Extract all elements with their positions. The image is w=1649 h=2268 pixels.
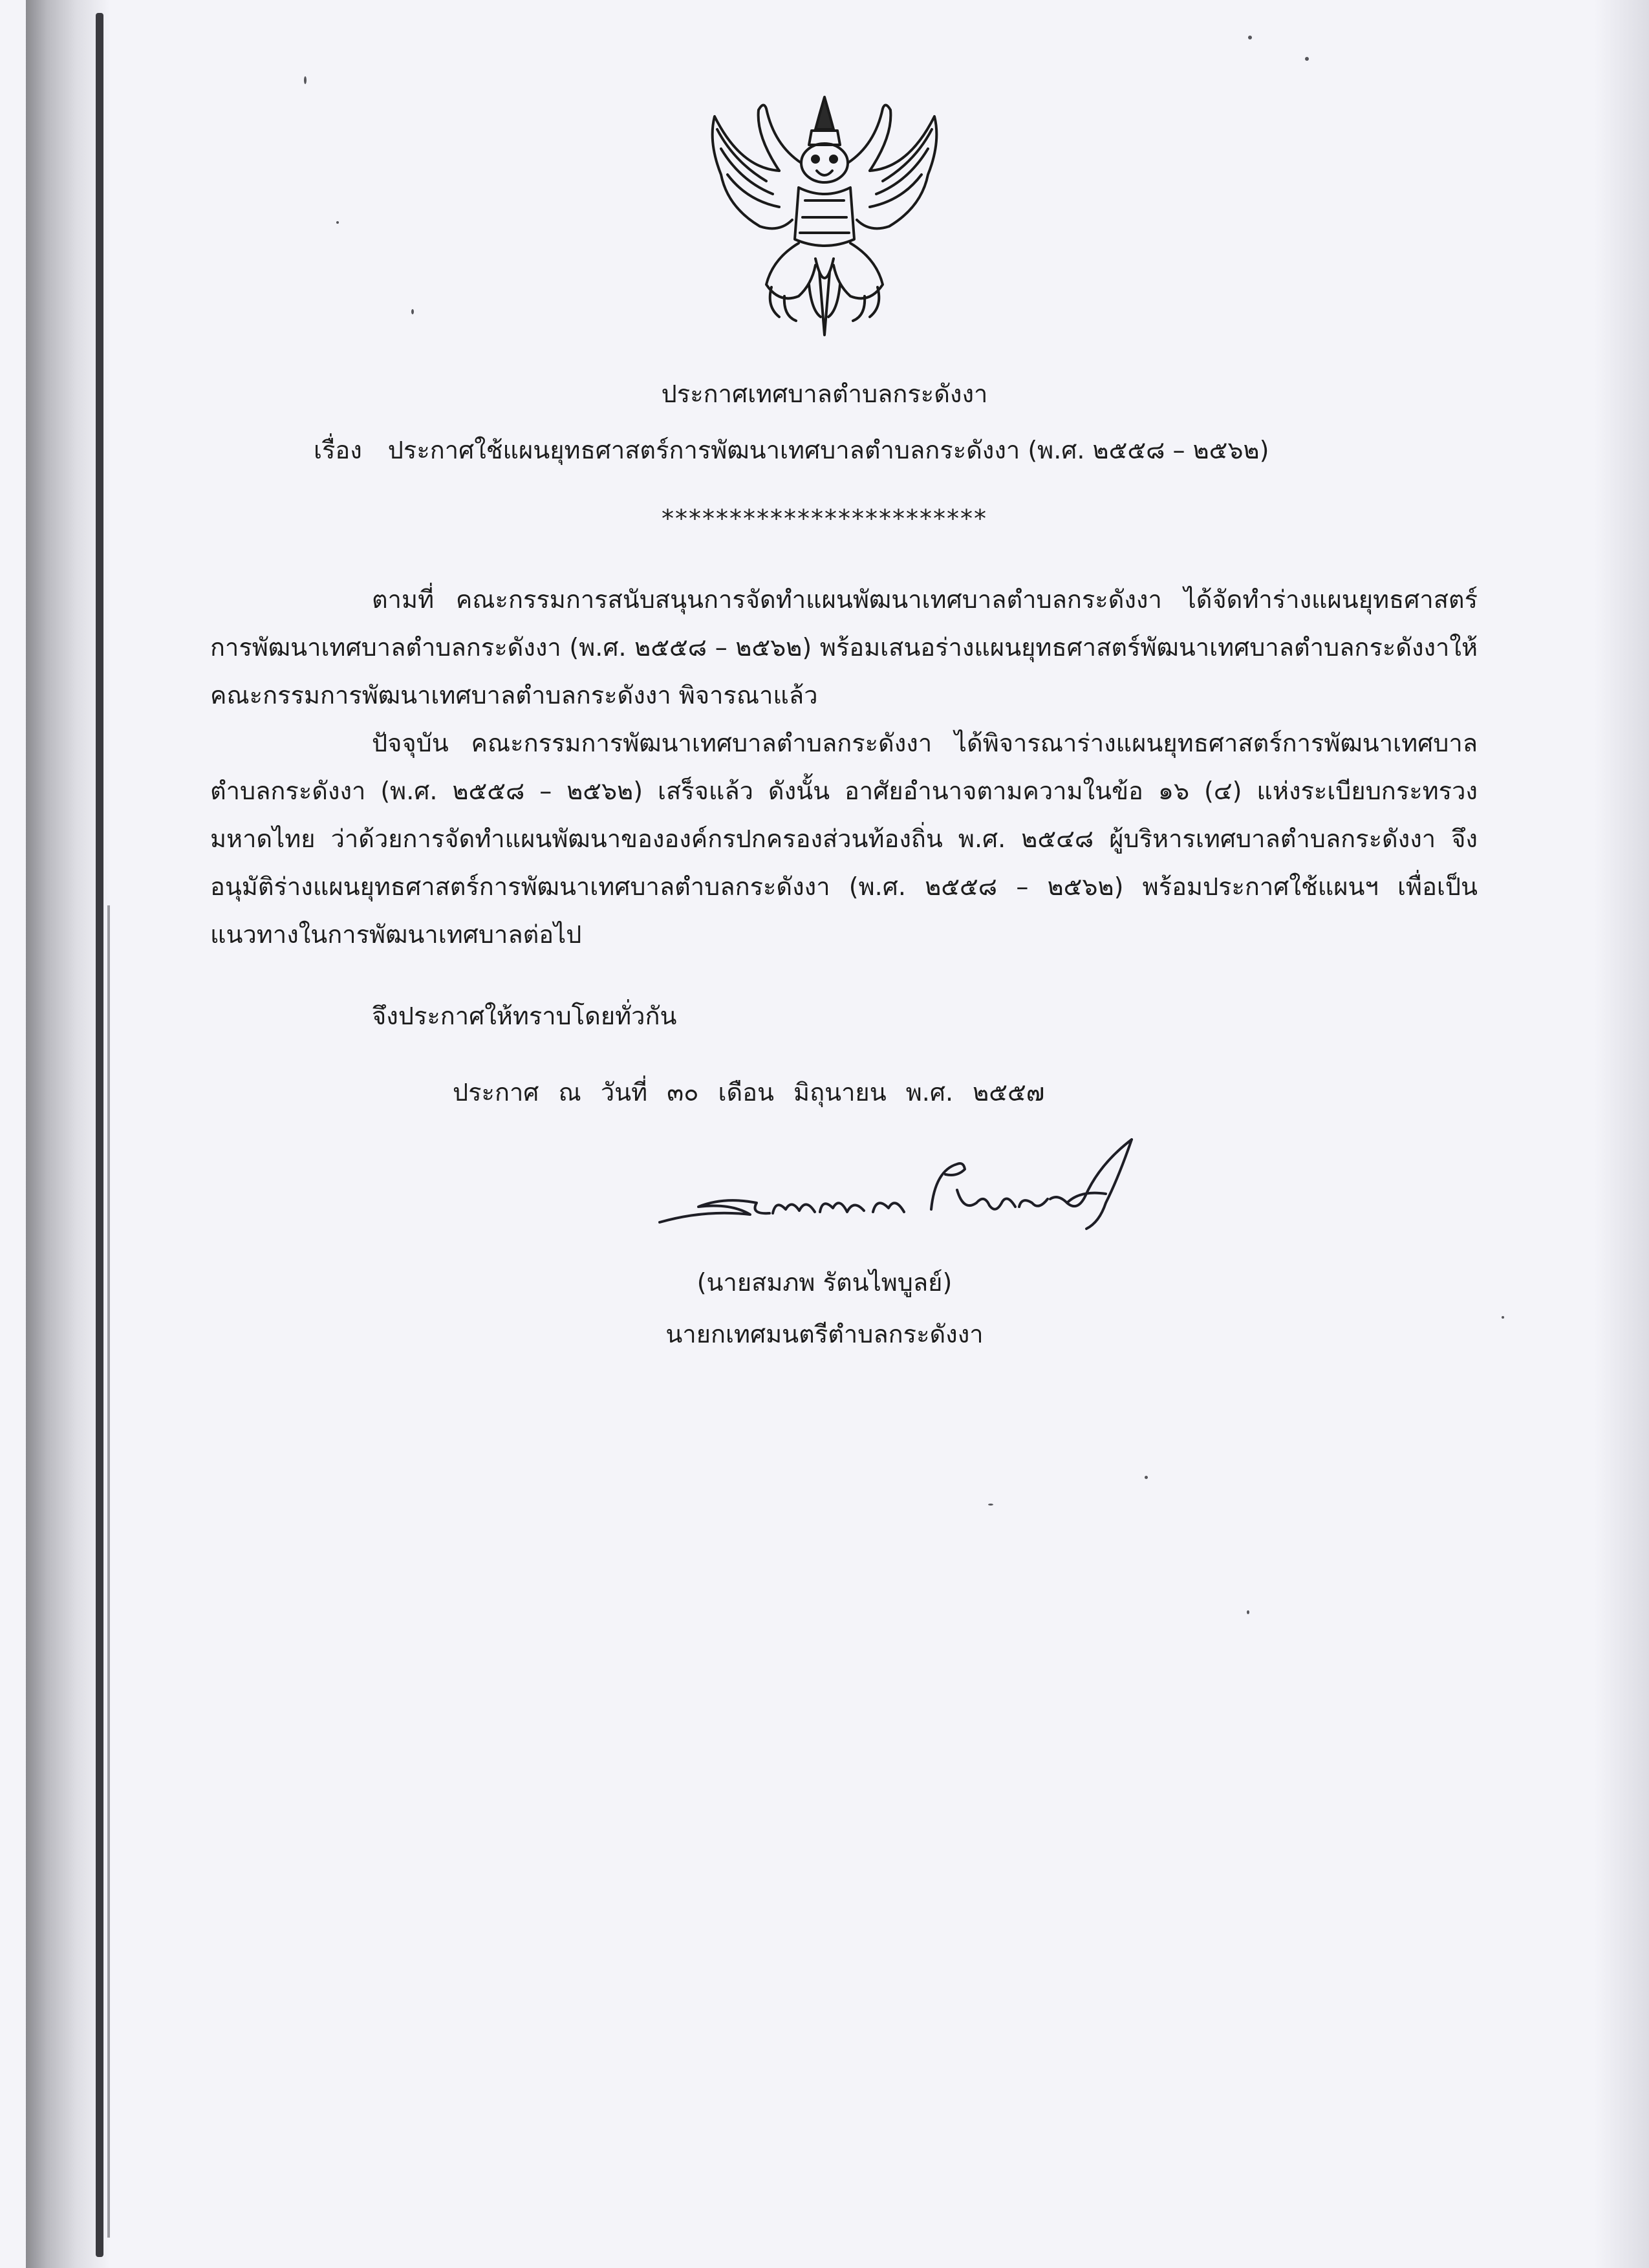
scan-speck: [1145, 1476, 1148, 1479]
scan-speck: [411, 309, 414, 314]
handwritten-signature: [653, 1132, 1158, 1242]
signer-name: (นายสมภพ รัตนไพบูลย์): [696, 1268, 953, 1297]
scan-speck: [304, 76, 307, 84]
scan-speck: [988, 1504, 993, 1506]
scan-speck: [1248, 36, 1252, 39]
paragraph-background: ตามที่ คณะกรรมการสนับสนุนการจัดทำแผนพัฒนาเทศบาลตำบลกระดังงา ได้จัดทำร่างแผนยุทธศาสตร์การพัฒนาเทศบาลตำบลกระดังงา (พ.ศ. ๒๕๕๘ – ๒๕๖๒) พร้อมเสนอร่างแผนยุทธศาสตร์พัฒนาเทศบาลตำบลกระดังงาให้คณะกรรมการพัฒนาเทศบาลตำบลกระดังงา พิจารณาแล้ว: [210, 585, 1478, 709]
scan-binding-edge-secondary: [107, 905, 110, 2238]
scan-binding-edge: [96, 13, 103, 2257]
closing-statement: จึงประกาศให้ทราบโดยทั่วกัน: [372, 1002, 677, 1030]
scan-speck: [1247, 1610, 1249, 1614]
scan-speck: [1305, 57, 1309, 61]
subject-label: เรื่อง: [314, 436, 362, 464]
signer-title: นายกเทศมนตรีตำบลกระดังงา: [665, 1320, 984, 1348]
scan-right-edge: [1594, 0, 1649, 2268]
body-text: [210, 576, 1478, 958]
announcement-date: ประกาศ ณ วันที่ ๓๐ เดือน มิถุนายน พ.ศ. ๒๕๕๗: [453, 1078, 1045, 1107]
paragraph-approval: ปัจจุบัน คณะกรรมการพัฒนาเทศบาลตำบลกระดังงา ได้พิจารณาร่างแผนยุทธศาสตร์การพัฒนาเทศบาลตำบลกระดังงา (พ.ศ. ๒๕๕๘ – ๒๕๖๒) เสร็จแล้ว ดังนั้น อาศัยอำนาจตามความในข้อ ๑๖ (๔) แห่งระเบียบกระทรวงมหาดไทย ว่าด้วยการจัดทำแผนพัฒนาขององค์กรปกครองส่วนท้องถิ่น พ.ศ. ๒๕๔๘ ผู้บริหารเทศบาลตำบลกระดังงา จึงอนุมัติร่างแผนยุทธศาสตร์การพัฒนาเทศบาลตำบลกระดังงา (พ.ศ. ๒๕๕๘ – ๒๕๖๒) พร้อมประกาศใช้แผนฯ เพื่อเป็นแนวทางในการพัฒนาเทศบาลต่อไป: [210, 729, 1478, 949]
separator: ************************: [662, 504, 987, 533]
announcement-title: ประกาศเทศบาลตำบลกระดังงา: [661, 380, 988, 408]
subject-line: [314, 430, 1269, 470]
subject-text: ประกาศใช้แผนยุทธศาสตร์การพัฒนาเทศบาลตำบลกระดังงา (พ.ศ. ๒๕๕๘ – ๒๕๖๒): [387, 436, 1269, 464]
scan-speck: [336, 221, 339, 224]
garuda-emblem-icon: [702, 91, 947, 343]
